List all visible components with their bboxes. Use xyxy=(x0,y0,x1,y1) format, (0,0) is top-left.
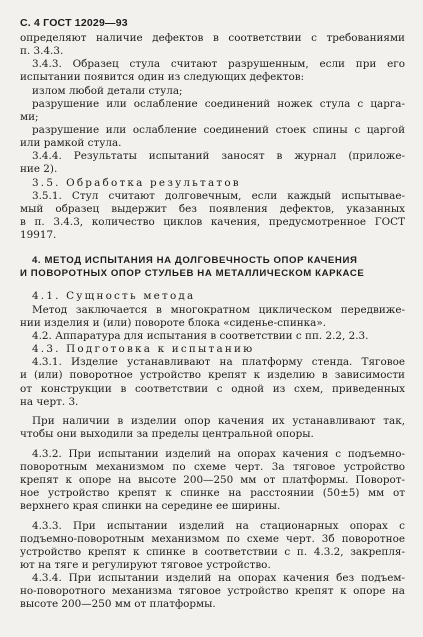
page-header: С. 4 ГОСТ 12029—93 xyxy=(20,17,128,29)
text-line: крепят к опоре на высоте 200—250 мм от платформы. Поворот- xyxy=(20,474,405,486)
text-line: 4.3.3. При испытании изделий на стационарных опорах с xyxy=(32,520,405,532)
text-line: Метод заключается в многократном циклическом передвиже- xyxy=(32,304,405,316)
text-line: определяют наличие дефектов в соответствии с требованиями xyxy=(20,32,405,44)
text-line: испытании появится один из следующих дефектов: xyxy=(20,71,305,83)
text-line: на черт. 3. xyxy=(20,396,79,408)
text-line: При наличии в изделии опор качения их устанавливают так, xyxy=(32,415,405,427)
text-line: 19917. xyxy=(20,229,57,241)
text-line: разрушение или ослабление соединений стоек спины с царгой xyxy=(32,124,405,136)
section-title-line-2: И ПОВОРОТНЫХ ОПОР СТУЛЬЕВ НА МЕТАЛЛИЧЕСКОМ КАРКАСЕ xyxy=(20,268,365,279)
text-line: или рамкой стула. xyxy=(20,137,122,149)
text-line: ют на тяге и регулируют тяговое устройство. xyxy=(20,559,271,571)
text-line: в п. 3.4.3, количество циклов качения, предусмотренное ГОСТ xyxy=(20,216,405,228)
text-line: 3.4.4. Результаты испытаний заносят в журнал (приложе- xyxy=(32,150,405,162)
text-line: 3.5.1. Стул считают долговечным, если каждый испытывае- xyxy=(32,190,405,202)
text-line: п. 3.4.3. xyxy=(20,45,64,57)
text-line: разрушение или ослабление соединений ножек стула с царга- xyxy=(32,98,405,110)
section-title-line-1: 4. МЕТОД ИСПЫТАНИЯ НА ДОЛГОВЕЧНОСТЬ ОПОР КАЧЕНИЯ xyxy=(32,255,358,266)
text-line: нии изделия и (или) повороте блока «сиденье-спинка». xyxy=(20,317,327,329)
subsection-heading: 4.1. Сущность метода xyxy=(32,290,196,302)
text-line: от конструкции в соответствии с одной из схем, приведенных xyxy=(20,383,405,395)
text-line: 4.3.4. При испытании изделий на опорах качения без подъем- xyxy=(32,572,405,584)
text-line: ми; xyxy=(20,111,39,123)
text-line: ное устройство крепят к спинке на расстоянии (50±5) мм от xyxy=(20,487,405,499)
text-line: ние 2). xyxy=(20,163,58,175)
text-line: высоте 200—250 мм от платформы. xyxy=(20,598,216,610)
subsection-heading: 3.5. Обработка результатов xyxy=(32,177,241,189)
text-line: излом любой детали стула; xyxy=(32,85,183,97)
text-line: 4.2. Аппаратура для испытания в соответствии с пп. 2.2, 2.3. xyxy=(32,330,369,342)
text-line: верхнего края спинки на середине ее ширины. xyxy=(20,500,281,512)
text-line: 4.3.1. Изделие устанавливают на платформу стенда. Тяговое xyxy=(32,356,405,368)
text-line: поворотным механизмом по схеме черт. 3а тяговое устройство xyxy=(20,461,405,473)
text-line: и (или) поворотное устройство крепят к изделию в зависимости xyxy=(20,369,405,381)
text-line: но-поворотного механизма тяговое устройство крепят к опоре на xyxy=(20,585,405,597)
text-line: устройство крепят к спинке в соответствии с п. 4.3.2, закрепля- xyxy=(20,546,405,558)
text-line: 4.3.2. При испытании изделий на опорах качения с подъемно- xyxy=(32,448,405,460)
text-line: чтобы они выходили за пределы центральной опоры. xyxy=(20,428,314,440)
text-line: подъемно-поворотным механизмом по схеме черт. 3б поворотное xyxy=(20,533,405,545)
text-line: мый образец выдержит без появления дефектов, указанных xyxy=(20,203,405,215)
text-line: 3.4.3. Образец стула считают разрушенным, если при его xyxy=(32,58,405,70)
subsection-heading: 4.3. Подготовка к испытанию xyxy=(32,343,255,355)
